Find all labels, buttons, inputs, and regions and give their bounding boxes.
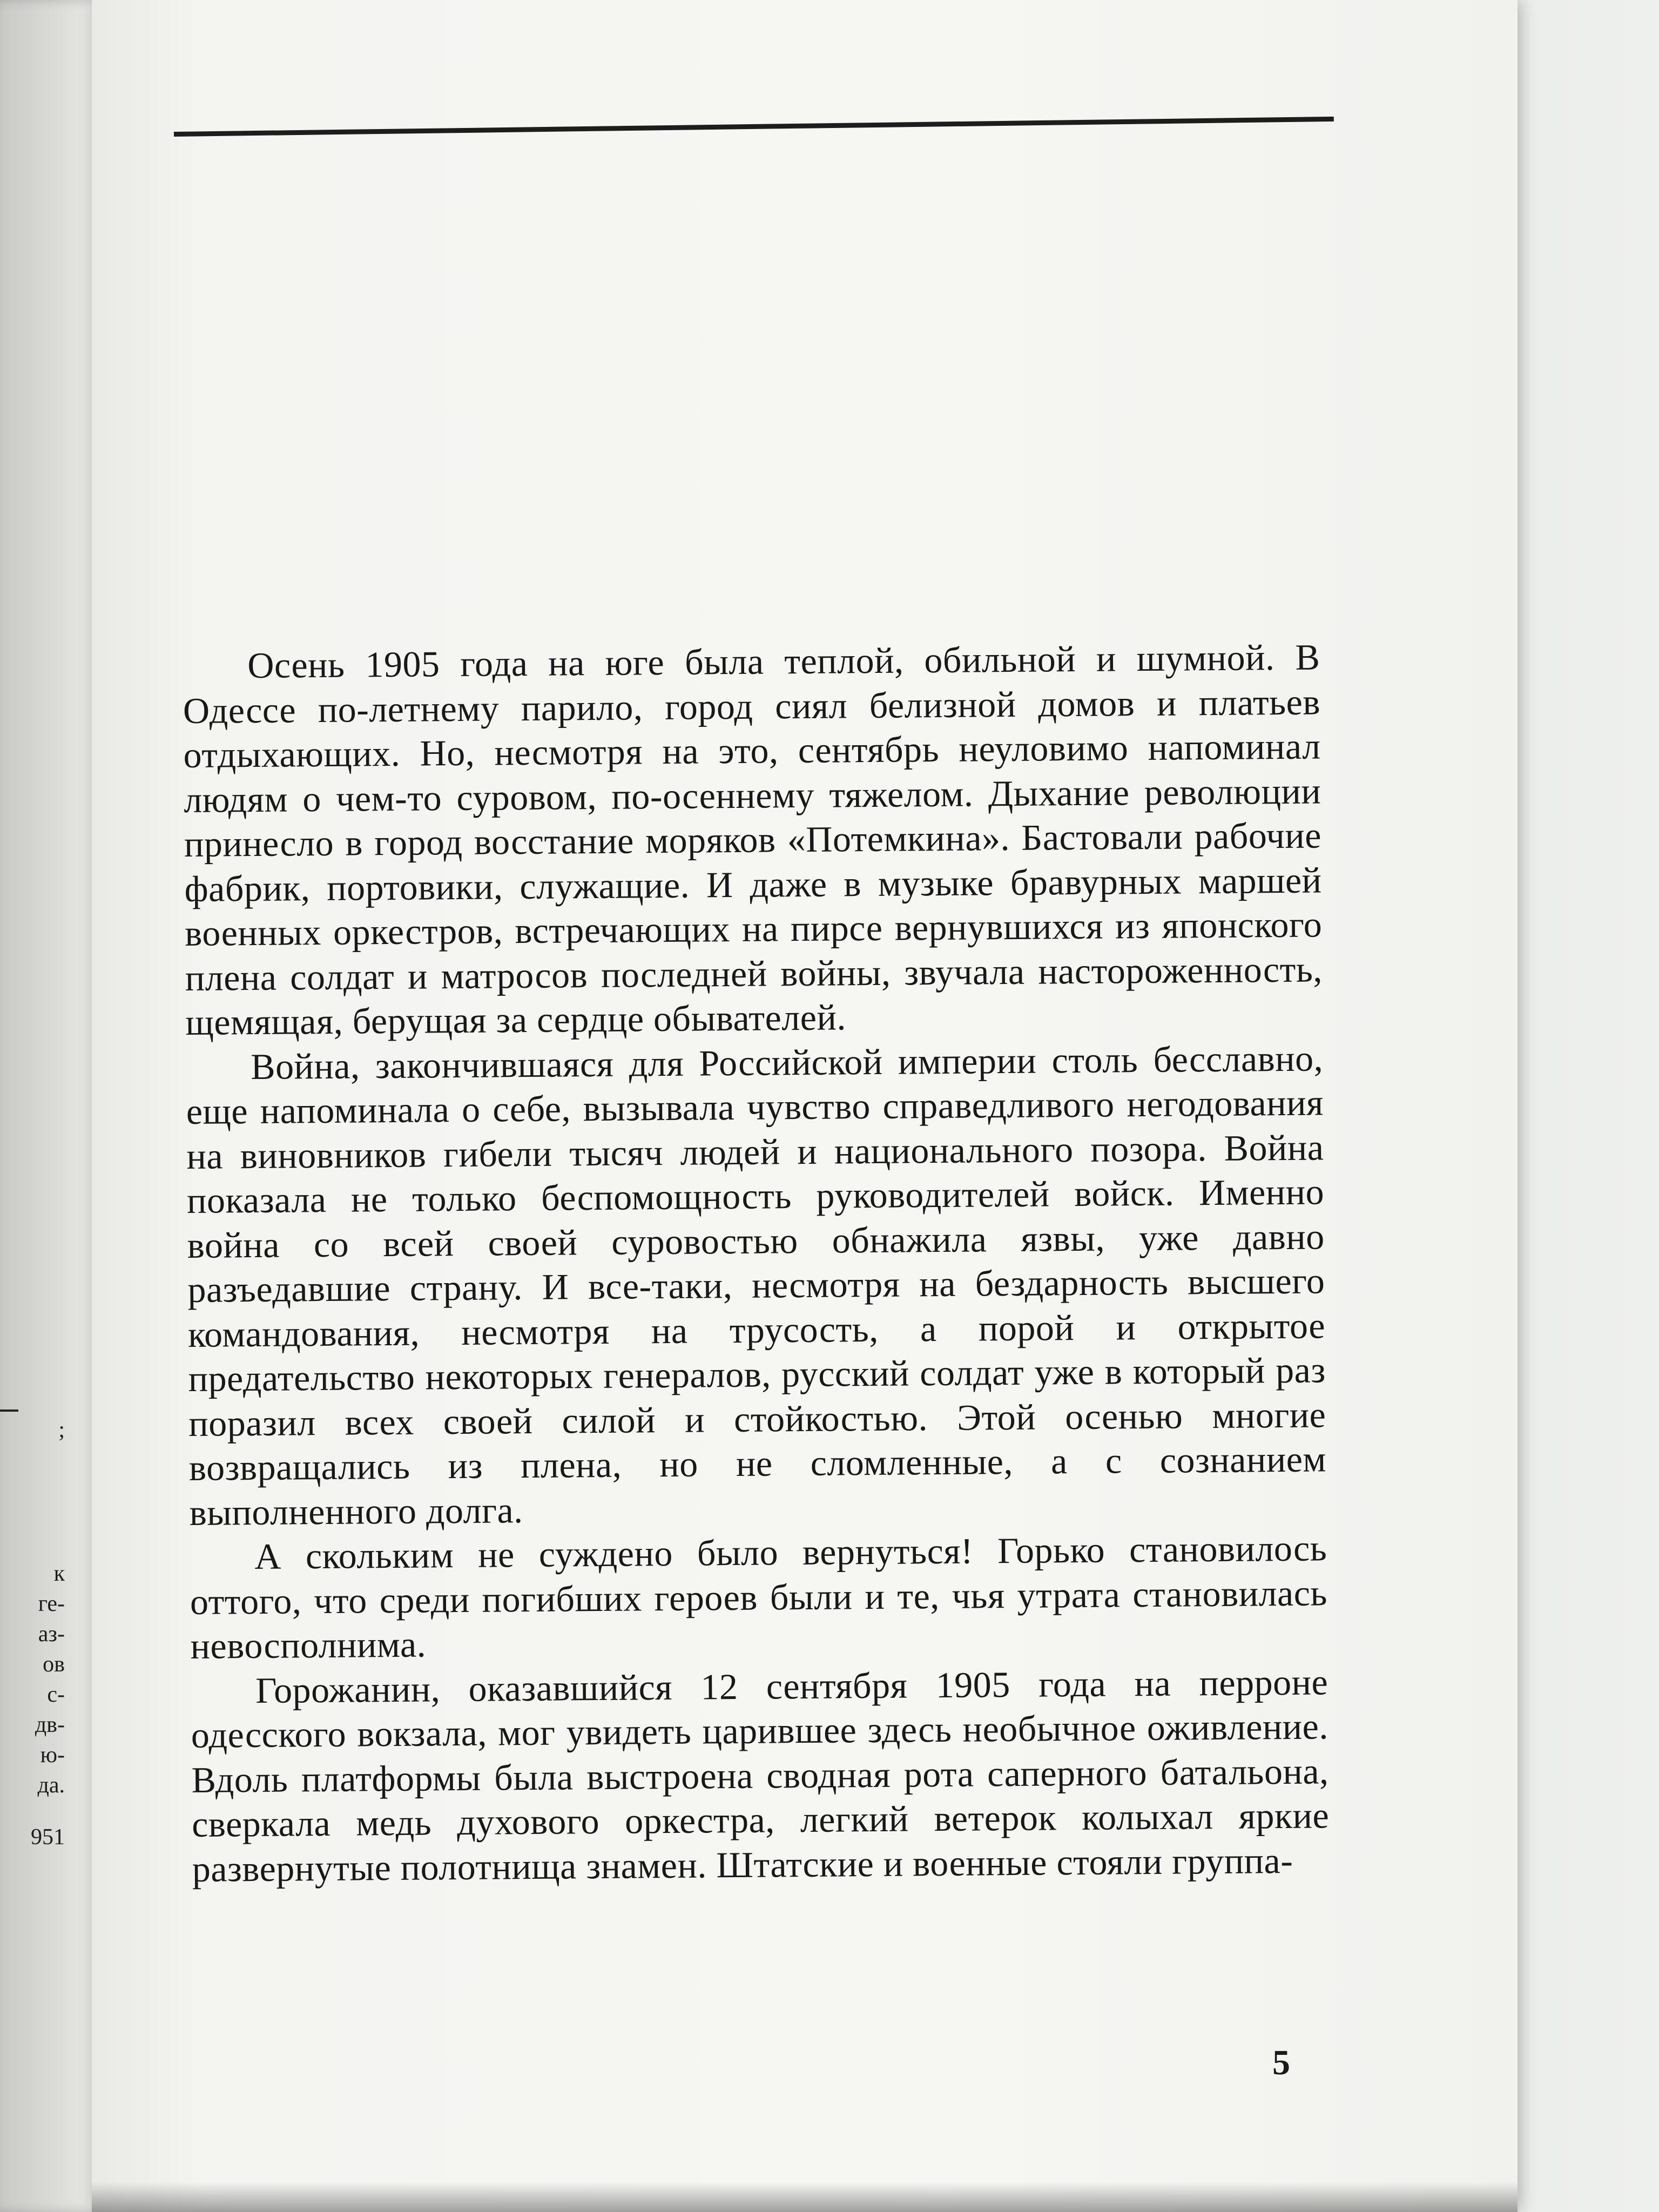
previous-page-fragment: дв-	[35, 1712, 65, 1737]
previous-page-fragment: ге-	[38, 1591, 65, 1616]
paragraph: Осень 1905 года на юге была теплой, обильной и шумной. В Одессе по-летнему парило, город сиял белизной домов и платьев отдыхающих. Но, несмотря на это, сентябрь неуловимо напоминал людям о чем-то суровом, по-осеннему тяжелом. Дыхание революции принесло в город восстание моряков «Потемкина». Бастовали рабочие фабрик, портовики, служащие. И даже в музыке бравурных маршей военных оркестров, встречающих на пирсе вернувшихся из японского плена солдат и матросов последней войны, звучала настороженность, щемящая, берущая за сердце обывателей.	[183, 636, 1323, 1043]
paragraph: А скольким не суждено было вернуться! Горько становилось оттого, что среди погибших героев были и те, чья утрата становилась невосполнима.	[190, 1527, 1328, 1667]
previous-page-fragment: к	[53, 1561, 65, 1586]
page-body	[183, 635, 1330, 1891]
previous-page-fragments	[0, 1393, 65, 1852]
paragraph: Горожанин, оказавшийся 12 сентября 1905 года на перроне одесского вокзала, мог увидеть царившее здесь необычное оживление. Вдоль платформы была выстроена сводная рота саперного батальона, сверкала медь духового оркестра, легкий ветерок колыхал яркие развернутые полотнища знамен. Штатские и военные стояли группа-	[191, 1661, 1330, 1890]
previous-page-fragment: с-	[47, 1682, 65, 1707]
previous-page-fragment: ю-	[40, 1743, 65, 1768]
page-number: 5	[1272, 2043, 1290, 2082]
previous-page-fragment: ов	[43, 1652, 65, 1677]
previous-page-fragment: да.	[37, 1773, 65, 1798]
paragraph: Война, закончившаяся для Российской империи столь бесславно, еще напоминала о себе, вызывала чувство справедливого негодования на виновников гибели тысяч людей и национального позора. Война показала не только беспомощность руководителей войск. Именно война со всей своей суровостью обнажила язвы, уже давно разъедавшие страну. И все-таки, несмотря на бездарность высшего командования, несмотря на трусость, а порой и открытое предательство некоторых генералов, русский солдат уже в который раз поразил всех своей силой и стойкостью. Этой осенью многие возвращались из плена, но не сломленные, а с сознанием выполненного долга.	[186, 1037, 1327, 1533]
previous-page-fragment: аз-	[38, 1622, 65, 1647]
previous-page-fragment: ;	[58, 1418, 65, 1442]
previous-page-fragment: 951	[31, 1825, 65, 1850]
page-bottom-shadow	[92, 2182, 1518, 2212]
